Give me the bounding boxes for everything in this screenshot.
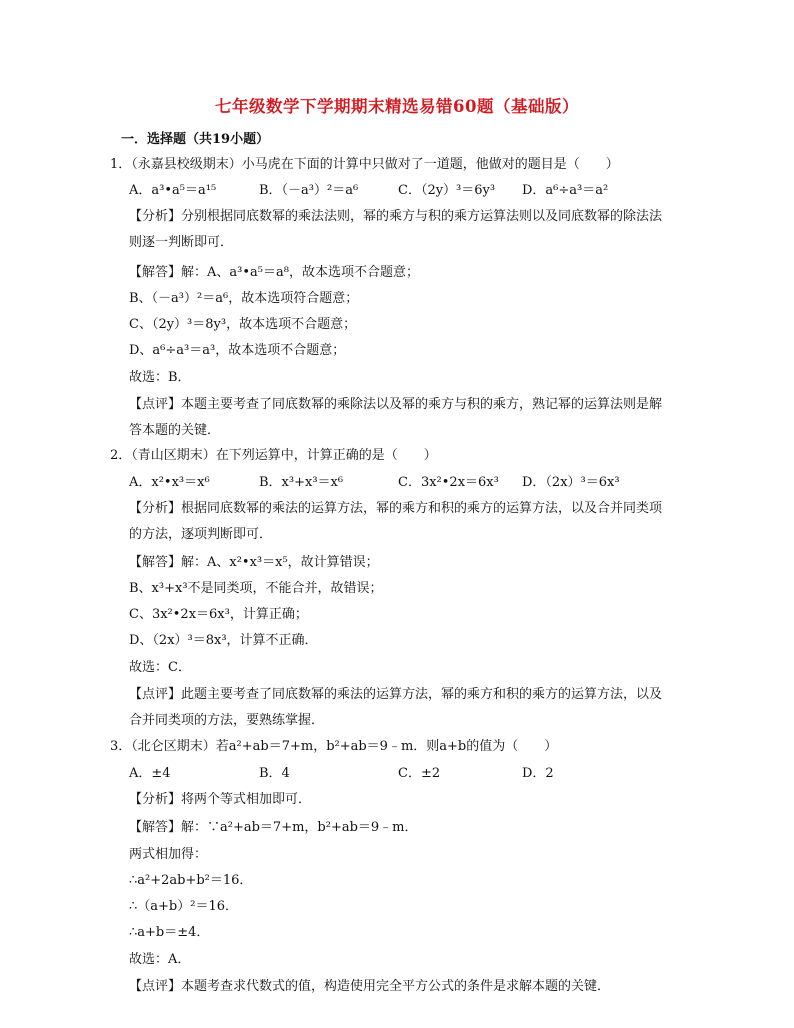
- q2-answer-line2: B、x³+x³不是同类项，不能合并，故错误；: [129, 581, 383, 596]
- document-title: 七年级数学下学期期末精选易错60题（基础版）: [215, 97, 579, 116]
- q1-answer-line2: B、（－a³）²＝a⁶，故本选项符合题意；: [129, 291, 359, 306]
- q3-comment-line1: 【点评】本题考查求代数式的值，构造使用完全平方公式的条件是求解本题的关键．: [129, 979, 611, 994]
- q1-comment-line2: 答本题的关键．: [129, 423, 221, 438]
- q3-stem: 3．（北仑区期末）若a²+ab＝7+m，b²+ab＝9﹣m．则a+b的值为（ ）: [110, 739, 558, 754]
- q3-answer-line4: ∴（a+b）²＝16．: [129, 899, 238, 914]
- q3-option-a: A．±4: [129, 766, 171, 781]
- q3-answer-line1: 【解答】解：∵a²+ab＝7+m，b²+ab＝9﹣m．: [129, 820, 418, 835]
- q1-comment-line1: 【点评】本题主要考查了同底数幂的乘除法以及幂的乘方与积的乘方，熟记幂的运算法则是解: [129, 397, 663, 412]
- q1-option-c: C．（2y）³＝6y³: [398, 183, 496, 198]
- q2-answer-line3: C、3x²•2x＝6x³，计算正确；: [129, 607, 308, 622]
- q1-answer-line1: 【解答】解：A、a³•a⁵＝a⁸，故本选项不合题意；: [129, 265, 419, 280]
- q2-answer-line5: 故选：C．: [129, 660, 191, 675]
- q2-answer-line1: 【解答】解：A、x²•x³＝x⁵，故计算错误；: [129, 555, 379, 570]
- q2-analysis-line2: 的方法，逐项判断即可．: [129, 527, 273, 542]
- q2-option-d: D．（2x）³＝6x³: [522, 475, 620, 490]
- q2-analysis-line1: 【分析】根据同底数幂的乘法的运算方法，幂的乘方和积的乘方的运算方法，以及合并同类项: [129, 501, 663, 516]
- q2-comment-line1: 【点评】此题主要考查了同底数幂的乘法的运算方法，幂的乘方和积的乘方的运算方法，以及: [129, 687, 663, 702]
- section-heading: 一．选择题（共19小题）: [121, 132, 270, 147]
- q3-answer-line2: 两式相加得：: [129, 847, 208, 862]
- q1-option-d: D．a⁶÷a³＝a²: [522, 183, 609, 198]
- q2-answer-line4: D、（2x）³＝8x³，计算不正确．: [129, 633, 318, 648]
- q1-option-b: B．（－a³）²＝a⁶: [259, 183, 359, 198]
- q2-option-a: A．x²•x³＝x⁶: [129, 475, 210, 490]
- q1-answer-line4: D、a⁶÷a³＝a³，故本选项不合题意；: [129, 343, 346, 358]
- q1-answer-line3: C、（2y）³＝8y³，故本选项不合题意；: [129, 317, 357, 332]
- q3-answer-line6: 故选：A．: [129, 952, 191, 967]
- q3-option-d: D．2: [522, 766, 554, 781]
- q1-option-a: A．a³•a⁵＝a¹⁵: [129, 183, 217, 198]
- q2-stem: 2．（青山区期末）在下列运算中，计算正确的是（ ）: [110, 448, 437, 463]
- q1-answer-line5: 故选：B．: [129, 370, 191, 385]
- q3-answer-line3: ∴a²+2ab+b²＝16．: [129, 873, 253, 888]
- q2-option-c: C．3x²•2x＝6x³: [398, 475, 499, 490]
- q3-option-b: B．4: [259, 766, 290, 781]
- q3-option-c: C．±2: [398, 766, 441, 781]
- q3-answer-line5: ∴a+b＝±4．: [129, 925, 210, 940]
- q2-option-b: B．x³+x³＝x⁶: [259, 475, 344, 490]
- q2-comment-line2: 合并同类项的方法，要熟练掌握．: [129, 713, 325, 728]
- q1-analysis-line1: 【分析】分别根据同底数幂的乘法法则，幂的乘方与积的乘方运算法则以及同底数幂的除法法: [129, 209, 663, 224]
- q3-analysis-line1: 【分析】将两个等式相加即可．: [129, 792, 312, 807]
- q1-analysis-line2: 则逐一判断即可．: [129, 235, 234, 250]
- q1-stem: 1．（永嘉县校级期末）小马虎在下面的计算中只做对了一道题，他做对的题目是（ ）: [110, 157, 619, 172]
